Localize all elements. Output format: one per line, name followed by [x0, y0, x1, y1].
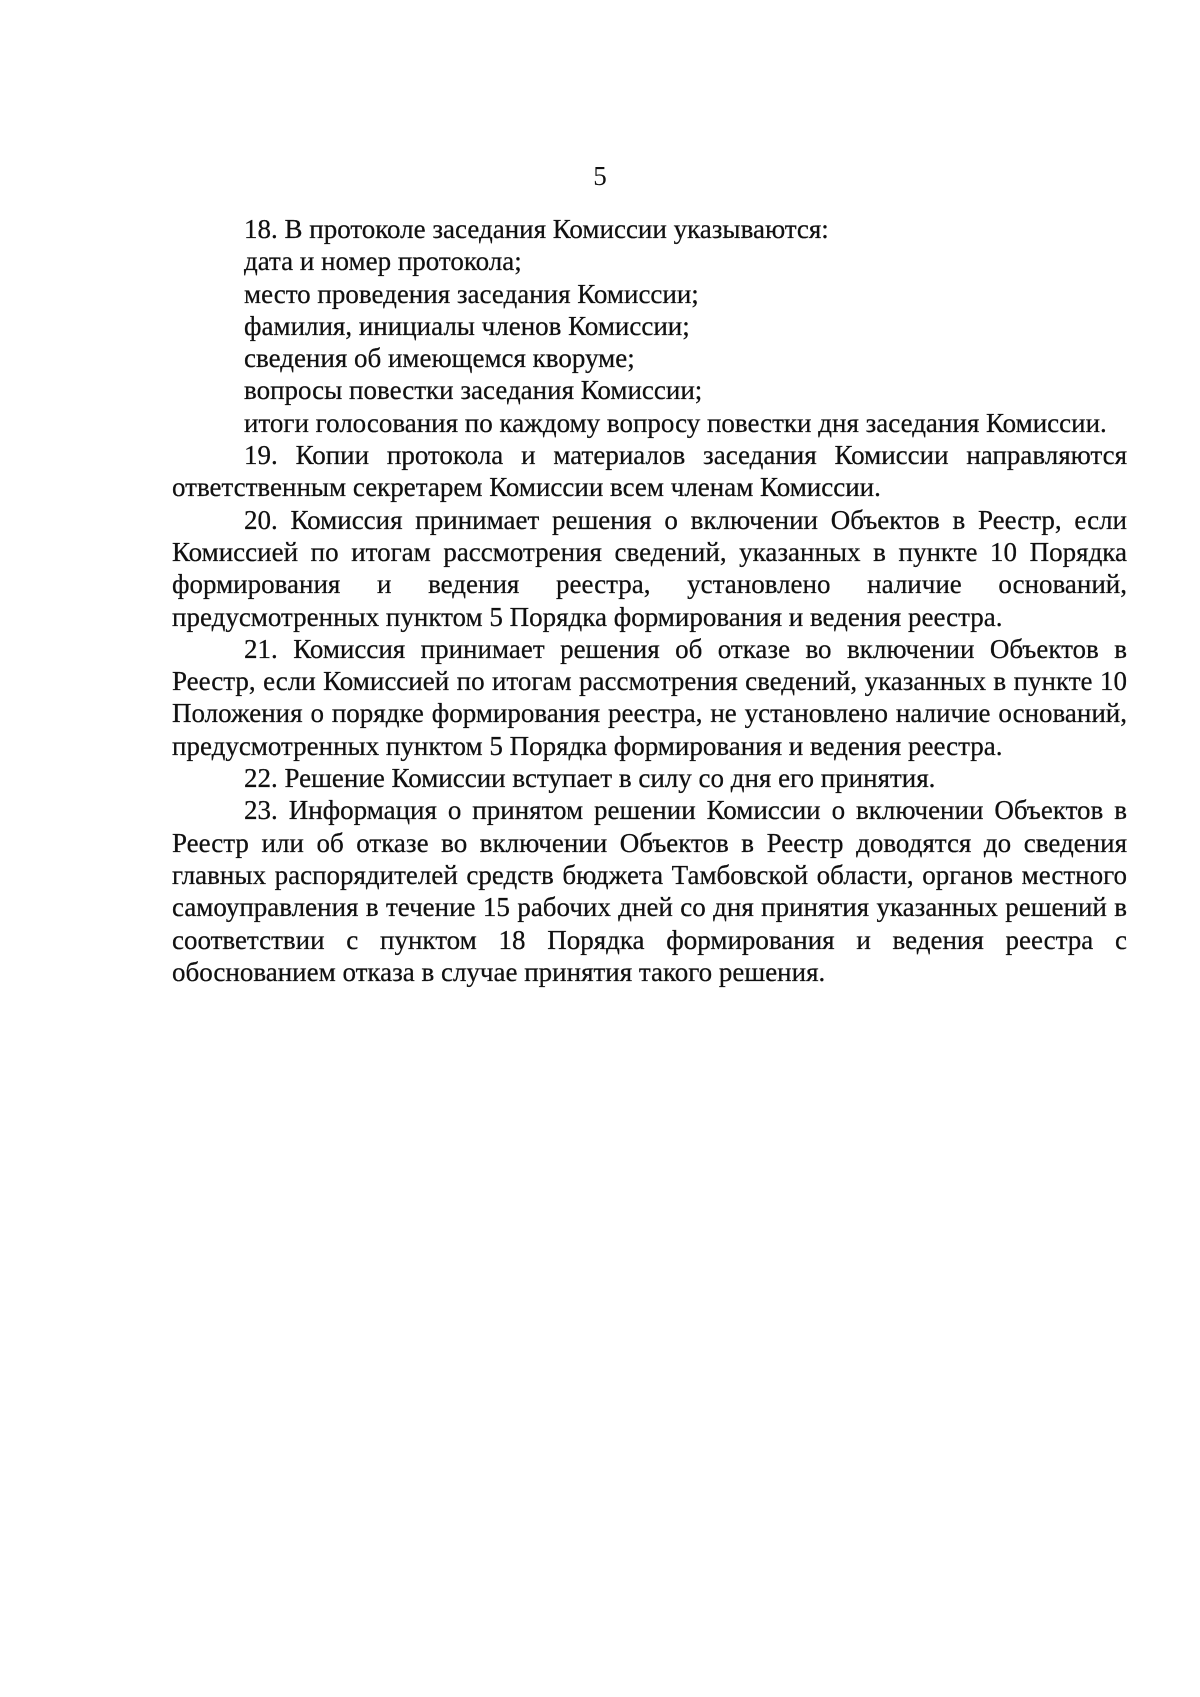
document-body [172, 213, 1127, 988]
paragraph-19: 19. Копии протокола и материалов заседания Комиссии направляются ответственным секретарем Комиссии всем членам Комиссии. [172, 440, 1127, 503]
paragraph-21: 21. Комиссия принимает решения об отказе во включении Объектов в Реестр, если Комиссией по итогам рассмотрения сведений, указанных в пункте 10 Положения о порядке формирования реестра, не установлено наличие оснований, предусмотренных пунктом 5 Порядка формирования и ведения реестра. [172, 633, 1127, 761]
paragraph-18-intro: 18. В протоколе заседания Комиссии указываются: [244, 214, 829, 244]
paragraph-20: 20. Комиссия принимает решения о включении Объектов в Реестр, если Комиссией по итогам рассмотрения сведений, указанных в пункте 10 Порядка формирования и ведения реестра, установлено наличие оснований, предусмотренных пунктом 5 Порядка формирования и ведения реестра. [172, 504, 1127, 632]
list-item-voting-results: итоги голосования по каждому вопросу повестки дня заседания Комиссии. [244, 407, 1107, 438]
list-item-agenda: вопросы повестки заседания Комиссии; [244, 375, 703, 406]
list-item-meeting-place: место проведения заседания Комиссии; [244, 278, 699, 309]
list-item-date-number: дата и номер протокола; [244, 246, 522, 277]
paragraph-22: 22. Решение Комиссии вступает в силу со дня его принятия. [244, 763, 936, 794]
paragraph-23: 23. Информация о принятом решении Комиссии о включении Объектов в Реестр или об отказе во включении Объектов в Реестр доводятся до сведения главных распорядителей средств бюджета Тамбовской области, органов местного самоуправления в течение 15 рабочих дней со дня принятия указанных решений в соответствии с пунктом 18 Порядка формирования и ведения реестра с обоснованием отказа в случае принятия такого решения. [172, 795, 1127, 987]
list-item-quorum: сведения об имеющемся кворуме; [244, 343, 635, 374]
list-item-member-names: фамилия, инициалы членов Комиссии; [244, 310, 690, 341]
page-number: 5 [593, 161, 607, 191]
